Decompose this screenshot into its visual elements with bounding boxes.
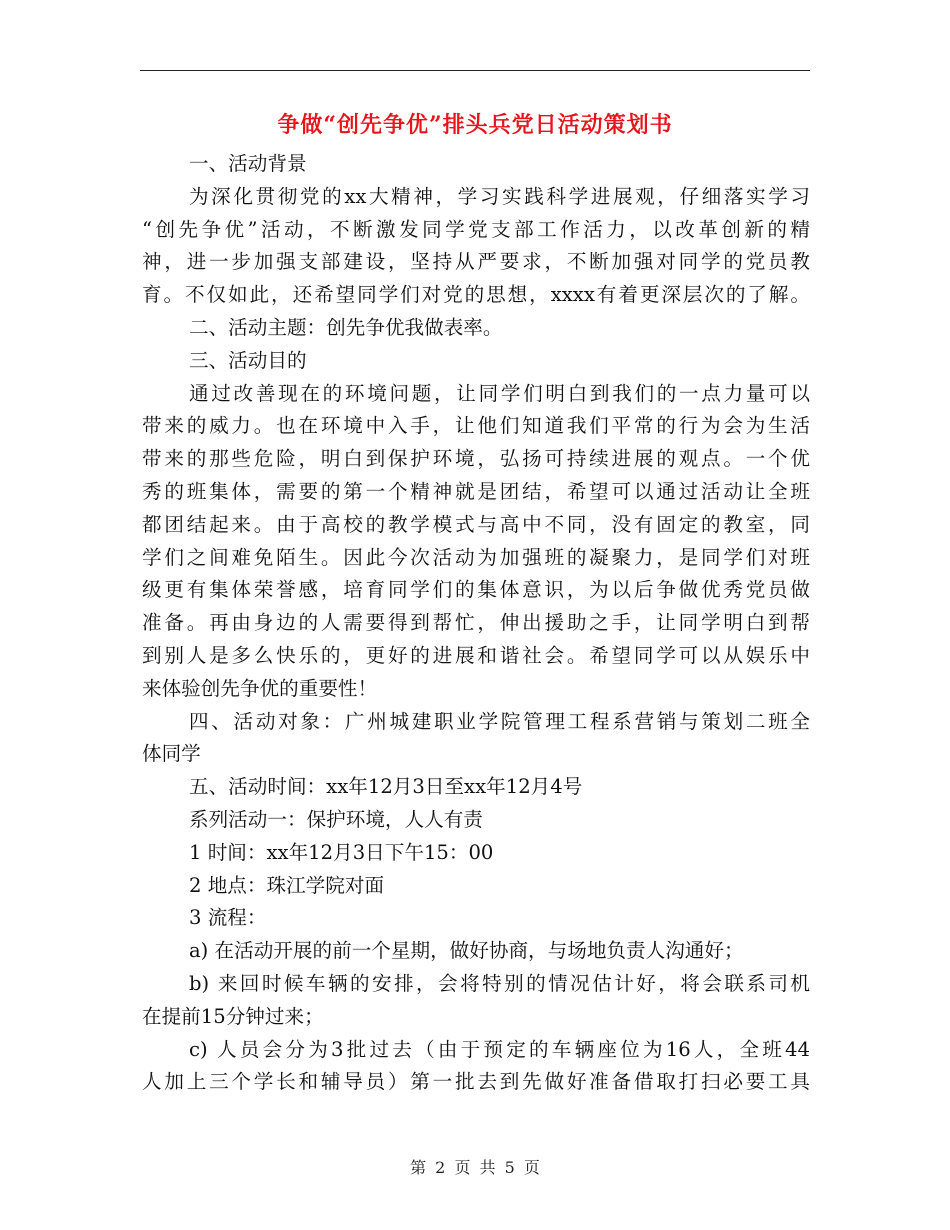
list-item: c) 人员会分为3批过去（由于预定的车辆座位为16人，全班44 bbox=[189, 1037, 810, 1061]
paragraph-line: 准备。再由身边的人需要得到帮忙，伸出援助之手，让同学明白到帮 bbox=[142, 611, 810, 635]
paragraph-line: 带来的威力。也在环境中入手，让他们知道我们平常的行为会为生活 bbox=[142, 414, 810, 438]
paragraph-line: 级更有集体荣誉感，培育同学们的集体意识，为以后争做优秀党员做 bbox=[142, 578, 810, 602]
paragraph-line: 来体验创先争优的重要性！ bbox=[142, 676, 378, 700]
section-heading: 三、活动目的 bbox=[189, 348, 307, 372]
list-item: 3 流程： bbox=[189, 906, 267, 930]
document-body bbox=[142, 148, 810, 1099]
paragraph-line: 神，进一步加强支部建设，坚持从严要求，不断加强对同学的党员教 bbox=[142, 250, 810, 274]
paragraph-line: 体同学 bbox=[142, 742, 201, 766]
list-item: 2 地点：珠江学院对面 bbox=[189, 873, 385, 897]
paragraph-line: 为深化贯彻党的xx大精神，学习实践科学进展观，仔细落实学习 bbox=[189, 184, 810, 208]
section-heading: 二、活动主题：创先争优我做表率。 bbox=[189, 315, 503, 339]
paragraph-line: 带来的那些危险，明白到保护环境，弘扬可持续进展的观点。一个优 bbox=[142, 447, 810, 471]
list-item: 1 时间：xx年12月3日下午15：00 bbox=[189, 840, 494, 864]
list-item: a) 在活动开展的前一个星期，做好协商，与场地负责人沟通好； bbox=[189, 939, 744, 963]
section-heading: 五、活动时间：xx年12月3日至xx年12月4号 bbox=[189, 775, 583, 799]
paragraph-line: 通过改善现在的环境问题，让同学们明白到我们的一点力量可以 bbox=[189, 381, 810, 405]
page-footer: 第 2 页 共 5 页 bbox=[410, 1158, 540, 1177]
paragraph-line: 学们之间难免陌生。因此今次活动为加强班的凝聚力，是同学们对班 bbox=[142, 545, 810, 569]
paragraph-line: 在提前15分钟过来； bbox=[142, 1004, 324, 1028]
paragraph-line: 人加上三个学长和辅导员）第一批去到先做好准备借取打扫必要工具 bbox=[142, 1070, 810, 1094]
paragraph-line: 都团结起来。由于高校的教学模式与高中不同，没有固定的教室，同 bbox=[142, 512, 810, 536]
document-title: 争做“创先争优”排头兵党日活动策划书 bbox=[277, 112, 673, 138]
section-heading: 一、活动背景 bbox=[189, 152, 307, 175]
header-rule bbox=[140, 70, 810, 71]
paragraph-line: 育。不仅如此，还希望同学们对党的思想，xxxx有着更深层次的了解。 bbox=[142, 283, 810, 307]
paragraph-line: “创先争优”活动，不断激发同学党支部工作活力，以改革创新的精 bbox=[142, 217, 810, 241]
paragraph-line: 到别人是多么快乐的，更好的进展和谐社会。希望同学可以从娱乐中 bbox=[142, 643, 810, 667]
paragraph-line: 秀的班集体，需要的第一个精神就是团结，希望可以通过活动让全班 bbox=[142, 479, 810, 503]
list-item: b) 来回时候车辆的安排，会将特别的情况估计好，将会联系司机 bbox=[189, 971, 810, 995]
section-heading: 四、活动对象：广州城建职业学院管理工程系营销与策划二班全 bbox=[189, 709, 810, 733]
subsection-heading: 系列活动一：保护环境，人人有责 bbox=[189, 807, 483, 831]
